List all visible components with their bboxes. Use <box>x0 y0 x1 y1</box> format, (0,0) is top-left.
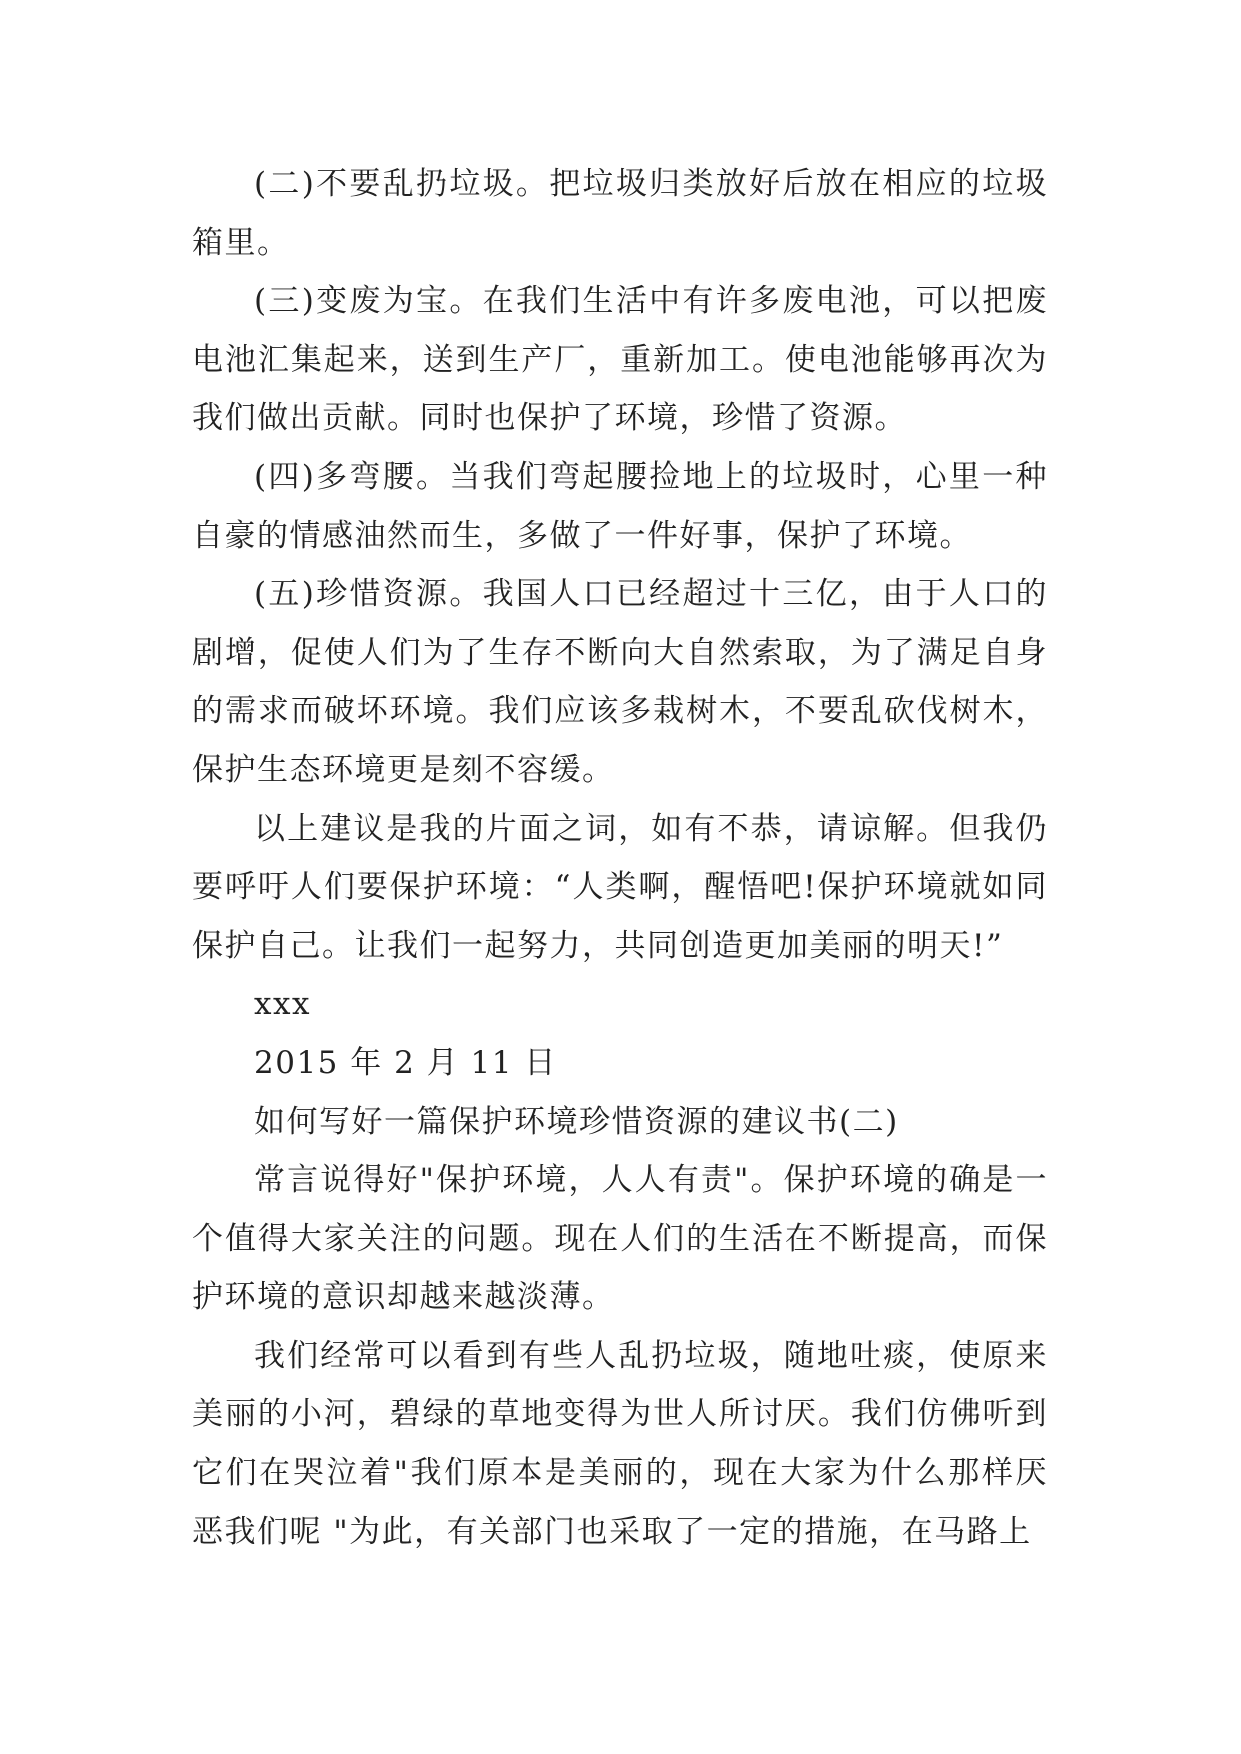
signature-name: xxx <box>254 986 311 1023</box>
paragraph-item-5: (五)珍惜资源。我国人口已经超过十三亿，由于人口的剧增，促使人们为了生存不断向大自然索取，为了满足自身的需求而破坏环境。我们应该多栽树木，不要乱砍伐树木，保护生态环境更是刻不容缓。 <box>192 576 1048 788</box>
paragraph-item-4: (四)多弯腰。当我们弯起腰捡地上的垃圾时，心里一种自豪的情感油然而生，多做了一件好事，保护了环境。 <box>192 458 1048 554</box>
closing-paragraph: 以上建议是我的片面之词，如有不恭，请谅解。但我仍要呼吁人们要保护环境：“人类啊，醒悟吧!保护环境就如同保护自己。让我们一起努力，共同创造更加美丽的明天!” <box>192 810 1048 964</box>
paragraph-item-2: (二)不要乱扔垃圾。把垃圾归类放好后放在相应的垃圾箱里。 <box>192 166 1048 261</box>
section-title: 如何写好一篇保护环境珍惜资源的建议书(二) <box>254 1103 899 1140</box>
intro-paragraph: 常言说得好"保护环境，人人有责"。保护环境的确是一个值得大家关注的问题。现在人们的生活在不断提高，而保护环境的意识却越来越淡薄。 <box>192 1162 1048 1316</box>
document-page <box>192 155 1048 1561</box>
signature-date: 2015 年 2 月 11 日 <box>254 1044 557 1081</box>
body-paragraph: 我们经常可以看到有些人乱扔垃圾，随地吐痰，使原来美丽的小河，碧绿的草地变得为世人所讨厌。我们仿佛听到它们在哭泣着"我们原本是美丽的，现在大家为什么那样厌恶我们呢 "为此，有关部门也采取了一定的措施，在马路上 <box>192 1337 1048 1550</box>
paragraph-item-3: (三)变废为宝。在我们生活中有许多废电池，可以把废电池汇集起来，送到生产厂，重新加工。使电池能够再次为我们做出贡献。同时也保护了环境，珍惜了资源。 <box>192 283 1048 437</box>
